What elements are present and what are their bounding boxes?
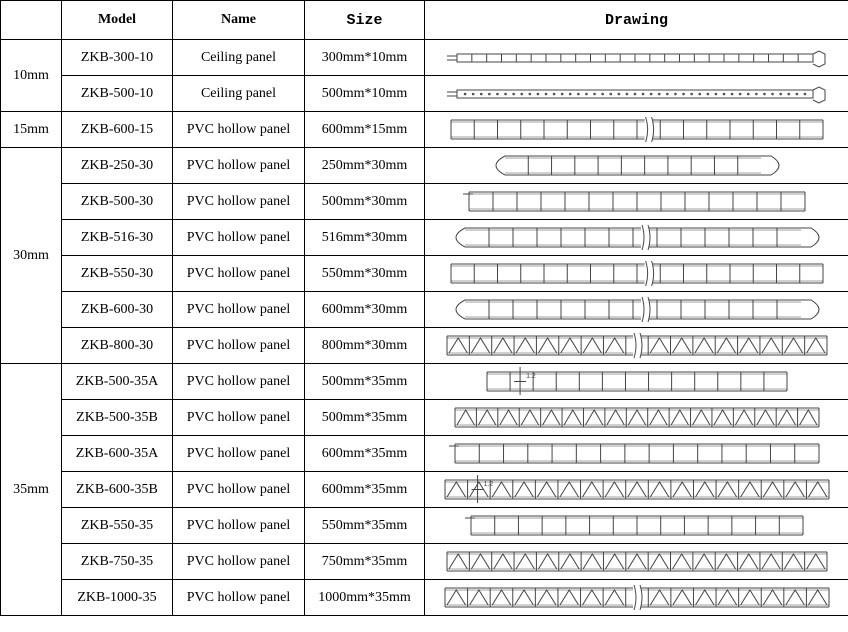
drawing-cell (425, 328, 848, 364)
size-cell: 600mm*35mm (305, 436, 425, 472)
name-cell: PVC hollow panel (173, 256, 305, 292)
model-header: Model (62, 1, 173, 40)
thickness-group-cell: 30mm (1, 148, 62, 364)
model-cell: ZKB-600-35A (62, 436, 173, 472)
model-cell: ZKB-500-30 (62, 184, 173, 220)
drawing-cell (425, 184, 848, 220)
model-cell: ZKB-600-35B (62, 472, 173, 508)
model-cell: ZKB-516-30 (62, 220, 173, 256)
name-cell: PVC hollow panel (173, 544, 305, 580)
profile-drawing-ceiling-dots (425, 76, 848, 111)
thickness-group-cell: 10mm (1, 40, 62, 112)
model-cell: ZKB-500-35B (62, 400, 173, 436)
name-header: Name (173, 1, 305, 40)
drawing-cell (425, 436, 848, 472)
size-cell: 500mm*10mm (305, 76, 425, 112)
name-cell: PVC hollow panel (173, 364, 305, 400)
thickness-header (1, 1, 62, 40)
table-row (1, 364, 848, 400)
drawing-cell (425, 112, 848, 148)
drawing-cell (425, 76, 848, 112)
drawing-cell (425, 472, 848, 508)
name-cell: PVC hollow panel (173, 580, 305, 616)
table-row (1, 508, 848, 544)
model-cell: ZKB-550-35 (62, 508, 173, 544)
profile-drawing-truss (425, 544, 848, 579)
table-row (1, 148, 848, 184)
size-cell: 600mm*30mm (305, 292, 425, 328)
profile-drawing-box-break (425, 256, 848, 291)
size-cell: 300mm*10mm (305, 40, 425, 76)
profile-drawing-box-break (425, 112, 848, 147)
size-cell: 500mm*35mm (305, 400, 425, 436)
model-cell: ZKB-550-30 (62, 256, 173, 292)
drawing-cell (425, 544, 848, 580)
name-cell: PVC hollow panel (173, 184, 305, 220)
model-cell: ZKB-250-30 (62, 148, 173, 184)
profile-drawing-grid (425, 508, 848, 543)
profile-drawing-tongue (425, 148, 848, 183)
size-cell: 500mm*35mm (305, 364, 425, 400)
profile-drawing-grid-dim (425, 364, 848, 399)
size-cell: 500mm*30mm (305, 184, 425, 220)
table-body (1, 40, 848, 616)
name-cell: PVC hollow panel (173, 508, 305, 544)
size-cell: 800mm*30mm (305, 328, 425, 364)
table-row (1, 220, 848, 256)
table-row (1, 400, 848, 436)
drawing-cell (425, 364, 848, 400)
table-row (1, 184, 848, 220)
model-cell: ZKB-800-30 (62, 328, 173, 364)
table-row (1, 40, 848, 76)
model-cell: ZKB-500-10 (62, 76, 173, 112)
table-row (1, 292, 848, 328)
drawing-cell (425, 580, 848, 616)
name-cell: PVC hollow panel (173, 436, 305, 472)
drawing-cell (425, 256, 848, 292)
size-cell: 600mm*15mm (305, 112, 425, 148)
profile-drawing-ceiling (425, 40, 848, 75)
size-cell: 600mm*35mm (305, 472, 425, 508)
drawing-cell (425, 220, 848, 256)
profile-drawing-truss (425, 400, 848, 435)
drawing-cell (425, 508, 848, 544)
name-cell: PVC hollow panel (173, 472, 305, 508)
table-row (1, 472, 848, 508)
table-row (1, 112, 848, 148)
drawing-cell (425, 40, 848, 76)
profile-drawing-tongue-break (425, 220, 848, 255)
profile-drawing-box-break-tongue (425, 292, 848, 327)
name-cell: PVC hollow panel (173, 400, 305, 436)
table-row (1, 544, 848, 580)
thickness-group-cell: 35mm (1, 364, 62, 616)
name-cell: PVC hollow panel (173, 292, 305, 328)
name-cell: PVC hollow panel (173, 328, 305, 364)
size-cell: 750mm*35mm (305, 544, 425, 580)
model-cell: ZKB-300-10 (62, 40, 173, 76)
size-cell: 1000mm*35mm (305, 580, 425, 616)
model-cell: ZKB-500-35A (62, 364, 173, 400)
drawing-header: Drawing (425, 1, 848, 40)
drawing-cell (425, 400, 848, 436)
size-cell: 250mm*30mm (305, 148, 425, 184)
dimension-label: 1.2 (483, 481, 494, 488)
table-row (1, 436, 848, 472)
profile-drawing-truss-dim (425, 472, 848, 507)
name-cell: Ceiling panel (173, 76, 305, 112)
dimension-label: 1.2 (526, 373, 536, 380)
profile-drawing-truss-break (425, 580, 848, 615)
size-cell: 516mm*30mm (305, 220, 425, 256)
table-row (1, 76, 848, 112)
table-row (1, 328, 848, 364)
name-cell: PVC hollow panel (173, 148, 305, 184)
size-cell: 550mm*30mm (305, 256, 425, 292)
profile-drawing-truss-break (425, 328, 848, 363)
drawing-cell (425, 292, 848, 328)
name-cell: PVC hollow panel (173, 112, 305, 148)
model-cell: ZKB-1000-35 (62, 580, 173, 616)
size-cell: 550mm*35mm (305, 508, 425, 544)
model-cell: ZKB-600-15 (62, 112, 173, 148)
name-cell: PVC hollow panel (173, 220, 305, 256)
profile-drawing-grid (425, 184, 848, 219)
size-header: Size (305, 1, 425, 40)
thickness-group-cell: 15mm (1, 112, 62, 148)
profile-drawing-grid (425, 436, 848, 471)
header-row (1, 1, 848, 40)
table-row (1, 256, 848, 292)
drawing-cell (425, 148, 848, 184)
model-cell: ZKB-750-35 (62, 544, 173, 580)
model-cell: ZKB-600-30 (62, 292, 173, 328)
table-row (1, 580, 848, 616)
name-cell: Ceiling panel (173, 40, 305, 76)
